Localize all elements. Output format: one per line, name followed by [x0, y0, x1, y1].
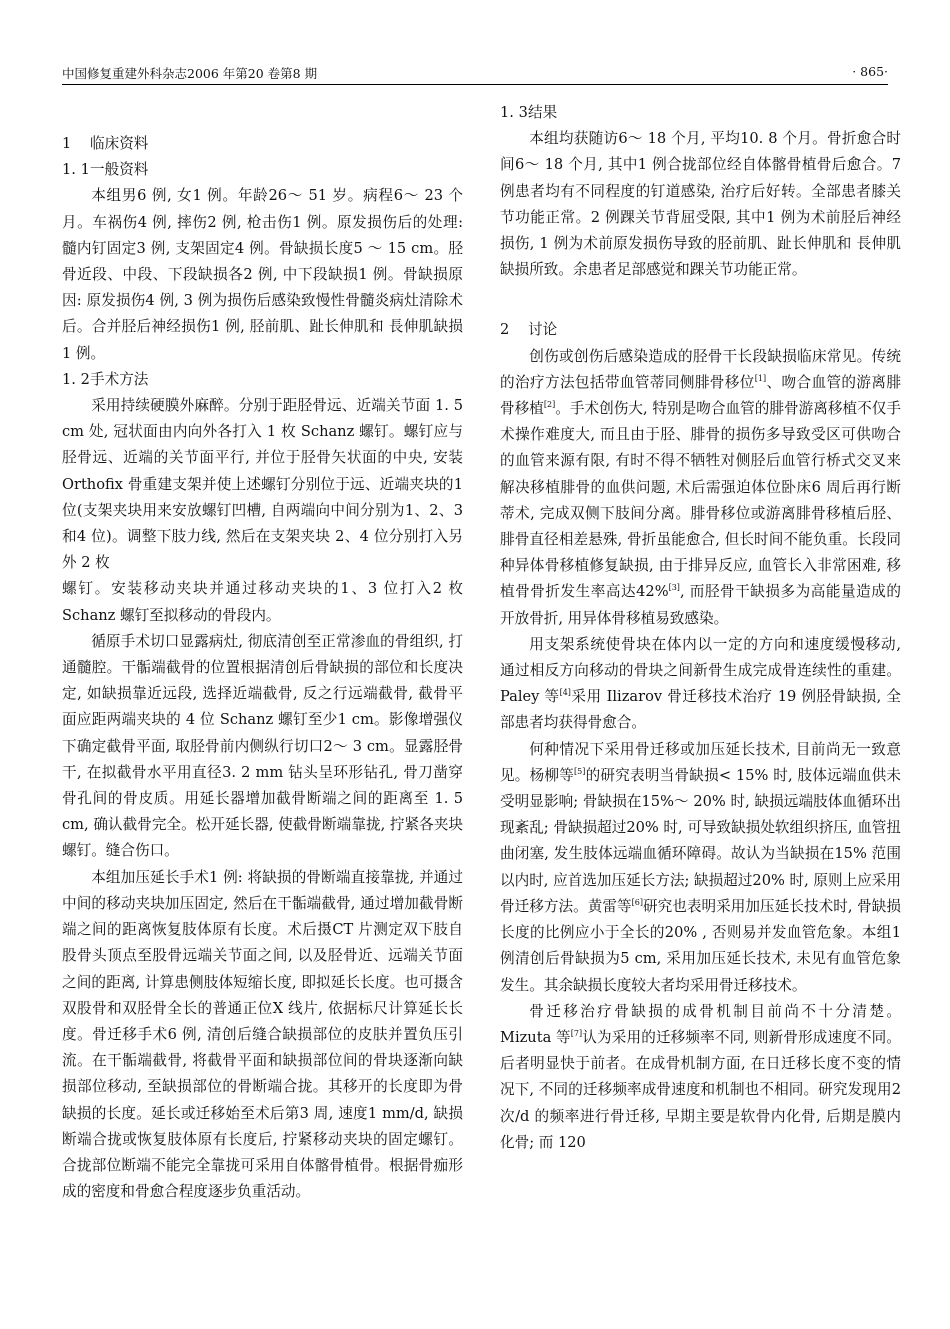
section-number: 2 — [500, 321, 510, 339]
paragraph — [500, 344, 901, 632]
text-run: , 而胫骨干缺损多为高能量造成的开放骨折, 用异体骨移植易致感染。 — [500, 583, 901, 627]
paragraph: 本组加压延长手术1 例: 将缺损的骨断端直接靠拢, 并通过中间的移动夹块加压固定, 然后在干骺端截骨, 通过增加截骨断端之间的距离恢复肢体原有长度。术后摄CT 片测定双下肢自股骨头顶点至股骨远端关节面之间, 以及胫骨近、远端关节面之间的距离, 计算患侧肢体短缩长度, 即拟延长长度。也可摄含双股骨和双胫骨全长的普通正位X 线片, 依据标尺计算延长长度。骨迁移手术6 例, 清创后缝合缺损部位的皮肤并置负压引流。在干骺端截骨, 将截骨平面和缺损部位间的骨块逐渐向缺损部位移动, 至缺损部位的骨断端合拢。其移开的长度即为骨缺损的长度。延长或迁移始至术后第3 周, 速度1 mm/d, 缺损断端合拢或恢复肢体原有长度后, 拧紧移动夹块的固定螺钉。合拢部位断端不能完全靠拢可采用自体髂骨植骨。根据骨痂形成的密度和骨愈合程度逐步负重活动。 — [62, 868, 463, 1201]
section-title: 一般资料 — [90, 161, 149, 179]
text-run: 采用 Ilizarov 骨迁移技术治疗 19 例胫骨缺损, 全部患者均获得骨愈合。 — [500, 688, 901, 732]
section-number: 1 — [62, 135, 72, 152]
section-title: 结果 — [528, 104, 558, 121]
paragraph: 螺钉。安装移动夹块并通过移动夹块的1、3 位打入2 枚 Schanz 螺钉至拟移动的骨段内。 — [62, 580, 463, 624]
text-run: 研究也表明采用加压延长技术时, 骨缺损长度的比例应小于全长的20% , 否则易并发血管危象。本组1 例清创后骨缺损为5 cm, 采用加压延长技术, 未见有血管危象发生。其余缺损长度较大者均采用骨迁移技术。 — [500, 897, 901, 994]
section-number: 1. 1 — [62, 161, 90, 179]
section-title: 手术方法 — [90, 370, 149, 388]
text-run: 用支架系统使骨块在体内以一定的方向和速度缓慢移动, 通过相反方向移动的骨块之间新骨生成完成骨连续性的重建。Paley 等 — [500, 635, 901, 706]
paragraph: 采用持续硬膜外麻醉。分别于距胫骨远、近端关节面 1. 5 cm 处, 冠状面由内向外各打入 1 枚 Schanz 螺钉。螺钉应与胫骨远、近端的关节面平行, 并位于胫骨矢状面的中央, 安装Orthofix 骨重建支架并使上述螺钉分别位于远、近端夹块的1 位(支架夹块用来安放螺钉凹槽, 自两端向中间分别为1、2、3 和4 位)。调整下肢力线, 然后在支架夹块 2、4 位分别打入另外 2 枚 — [62, 397, 463, 572]
left-column — [62, 100, 463, 1205]
text-run: 何种情况下采用骨迁移或加压延长技术, 目前尚无一致意见。杨柳等 — [500, 740, 901, 784]
section-number: 1. 3 — [500, 104, 528, 121]
text-run: 。手术创伤大, 特别是吻合血管的腓骨游离移植不仅手术操作难度大, 而且由于胫、腓骨的损伤多导致受区可供吻合的血管来源有限, 有时不得不牺牲对侧胫后血管行桥式交叉来解决移植腓骨的血供问题, 术后需强迫体位卧床6 周后再行断蒂术, 完成双侧下肢间分离。腓骨移位或游离腓骨移植后胫、腓骨直径相差悬殊, 骨折虽能愈合, 但长时间不能负重。长段同种异体骨移植修复缺损, 由于排异反应, 血管长入非常困难, 移植骨骨折发生率高达42% — [500, 400, 901, 601]
section-heading — [62, 131, 463, 157]
paragraph: 本组男6 例, 女1 例。年龄26～ 51 岁。病程6～ 23 个月。车祸伤4 例, 摔伤2 例, 枪击伤1 例。原发损伤后的处理: 髓内钉固定3 例, 支架固定4 例。骨缺损长度5 ～ 15 cm。胫骨近段、中段、下段缺损各2 例, 中下段缺损1 例。骨缺损原因: 原发损伤4 例, 3 例为损伤后感染致慢性骨髓炎病灶清除术后。合并胫后神经损伤1 例, 胫前肌、趾长伸肌和 長伸肌缺损1 例。 — [62, 187, 463, 362]
paragraph: 本组均获随访6～ 18 个月, 平均10. 8 个月。骨折愈合时间6～ 18 个月, 其中1 例合拢部位经自体髂骨植骨后愈合。7 例患者均有不同程度的钉道感染, 治疗后好转。全部患者膝关节功能正常。2 例踝关节背屈受限, 其中1 例为术前胫后神经损伤, 1 例为术前原发损伤导致的胫前肌、趾长伸肌和 長伸肌缺损所致。余患者足部感觉和踝关节功能正常。 — [500, 130, 901, 279]
subsection-heading — [500, 100, 901, 126]
citation-ref: [4] — [559, 688, 571, 698]
paragraph — [500, 632, 901, 737]
section-title: 临床资料 — [90, 135, 149, 152]
paragraph — [500, 999, 901, 1156]
subsection-heading — [62, 367, 463, 393]
paragraph — [500, 737, 901, 999]
citation-ref: [2] — [543, 400, 556, 410]
section-number: 1. 2 — [62, 370, 90, 388]
text-run: 创伤或创伤后感染造成的胫骨干长段缺损临床常见。传统的治疗方法包括带血管蒂同侧腓骨移位 — [500, 347, 901, 391]
subsection-heading — [62, 157, 463, 183]
text-run: 、吻合血管的游离腓骨移植 — [500, 373, 901, 418]
header-rule — [62, 84, 888, 85]
citation-ref: [1] — [754, 373, 767, 383]
section-heading — [500, 317, 901, 343]
paragraph: 循原手术切口显露病灶, 彻底清创至正常渗血的骨组织, 打通髓腔。干骺端截骨的位置根据清创后骨缺损的部位和长度决定, 如缺损靠近远段, 选择近端截骨, 反之行远端截骨, 截骨平面应距两端夹块的 4 位 Schanz 螺钉至少1 cm。影像增强仪下确定截骨平面, 取胫骨前内侧纵行切口2～ 3 cm。显露胫骨干, 在拟截骨水平用直径3. 2 mm 钻头呈环形钻孔, 骨刀凿穿骨孔间的骨皮质。用延长器增加截骨断端之间的距离至 1. 5 cm, 确认截骨完全。松开延长器, 使截骨断端靠拢, 拧紧各夹块螺钉。缝合伤口。 — [62, 632, 463, 860]
citation-ref: [7] — [570, 1029, 583, 1039]
journal-issue: 中国修复重建外科杂志2006 年第20 卷第8 期 — [62, 66, 318, 81]
right-column — [500, 100, 901, 1156]
page-number: · 865· — [852, 64, 888, 79]
text-run: 的研究表明当骨缺损< 15% 时, 肢体远端血供未受明显影响; 骨缺损在15%～ 20% 时, 缺损远端肢体血循环出现紊乱; 骨缺损超过20% 时, 可导致缺损处软组织挤压, 血管扭曲闭塞, 发生肢体远端血循环障碍。故认为当缺损在15% 范围以内时, 应首选加压延长方法; 缺损超过20% 时, 原则上应采用骨迁移方法。黄雷等 — [500, 766, 901, 915]
citation-ref: [5] — [574, 767, 586, 777]
citation-ref: [6] — [631, 898, 643, 908]
section-title: 讨论 — [528, 321, 558, 339]
text-run: 骨迁移治疗骨缺损的成骨机制目前尚不十分清楚。Mizuta 等 — [500, 1002, 901, 1046]
citation-ref: [3] — [668, 583, 680, 593]
text-run: 认为采用的迁移频率不同, 则新骨形成速度不同。后者明显快于前者。在成骨机制方面, 在日迁移长度不变的情况下, 不同的迁移频率成骨速度和机制也不相同。研究发现用2 次/d 的频率进行骨迁移, 早期主要是软骨内化骨, 后期是膜内化骨; 而 120 — [500, 1028, 901, 1151]
running-header — [62, 64, 888, 84]
